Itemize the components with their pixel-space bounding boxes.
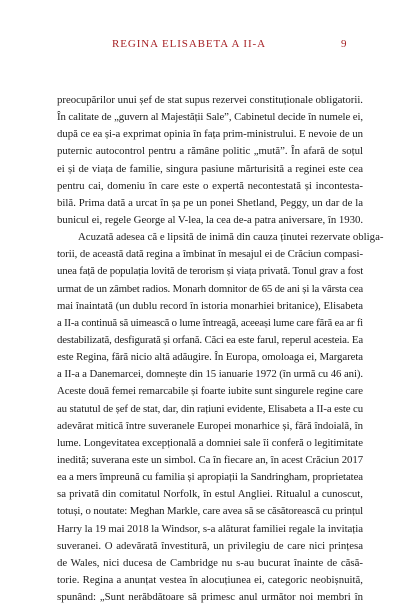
paragraph [57,229,384,606]
text-line: Aceste două femei remarcabile și foarte iubite sunt singurele regine care [57,385,364,398]
text-line: Harry la 19 mai 2018 la Windsor, s-a alăturat familiei regale la invitația [57,522,363,535]
body-text [57,92,384,606]
text-line: destabilizată, desfigurată și orfană. Căci ea este farul, reperul acesteia. Ea [57,333,363,346]
text-line: adevărat mitică între suveranele Europei monarhice și, fără îndoială, în [57,419,364,432]
text-line: de Wales, nici ducesa de Cambridge nu s-au bucurat înainte de căsă- [57,556,363,569]
text-line: totuși, o noutate: Meghan Markle, care avea să se căsătorească cu prințul [57,505,364,518]
text-line: torii, de această dată regina a îmbinat în mesajul ei de Crăciun compasi- [57,248,364,261]
text-line: bilă. Prima dată a urcat în șa pe un ponei Shetland, Peggy, un dar de la [57,196,363,209]
text-line: a II-a a Danemarcei, domnește din 15 ianuarie 1972 (în urmă cu 46 ani). [57,368,363,381]
text-line: unea față de populația lovită de terorism și viața privată. Tonul grav a fost [57,265,364,278]
paragraph [57,92,363,229]
text-line: mai înaintată (un dublu record în istoria monarhiei britanice), Elisabeta [57,299,363,312]
running-title: REGINA ELISABETA A II-A [112,38,266,50]
text-line: torie. Regina a anunțat vestea în alocuțiunea ei, categoric neobișnuită, [57,573,363,586]
text-line: după ce ea și-a exprimat opinia în fața prim-ministrului. E nevoie de un [57,128,363,141]
text-line: inedită; suverana este un simbol. Ca în fiecare an, în acest Crăciun 2017 [57,453,364,466]
text-line: pentru cai, domeniu în care este o expertă necontestată și incontesta- [57,179,363,192]
text-line: preocupărilor unui șef de stat supus rezervei constituționale obligatorii. [57,94,363,106]
text-line: În calitate de „guvern al Majestății Sale”, Cabinetul decide în numele ei, [57,111,363,124]
running-head [0,38,416,54]
text-line: bunicul ei, regele George al V-lea, la cea de-a patra aniversare, în 1930. [57,213,363,226]
text-line: Acuzată adesea că e lipsită de inimă din cauza ținutei rezervate obliga- [78,231,384,244]
page-number: 9 [341,38,347,50]
text-line: a II-a continuă să uimească o lume întreagă, aceeași lume care fără ea ar fi [57,316,363,329]
text-line: au statutul de șef de stat, dar, din rațiuni evidente, Elisabeta a II-a este cu [57,402,363,415]
text-line: spunând: „Sunt nerăbdătoare să primesc anul următor noi membri în [57,591,363,604]
text-line: sa privată din comitatul Norfolk, în estul Angliei. Ritualul a cunoscut, [57,488,363,501]
text-line: este Regina, fără nicio altă adăugire. În Europa, omoloaga ei, Margareta [57,351,364,364]
text-line: urmat de un zâmbet radios. Monarh domnitor de 65 de ani și la vârsta cea [57,282,363,295]
text-line: lume. Longevitatea excepțională a domniei sale îi conferă o legitimitate [57,436,364,449]
text-line: puternic autocontrol pentru a rămâne politic „mută”. În afară de soțul [57,145,363,158]
text-line: ea a mers împreună cu familia și apropiații la Sandringham, proprietatea [57,471,363,484]
text-line: ei și de viața de familie, singura pasiune mărturisită a reginei este cea [57,162,363,175]
text-line: suveranei. O adevărată învestitură, un privilegiu de care nici prințesa [57,539,363,552]
